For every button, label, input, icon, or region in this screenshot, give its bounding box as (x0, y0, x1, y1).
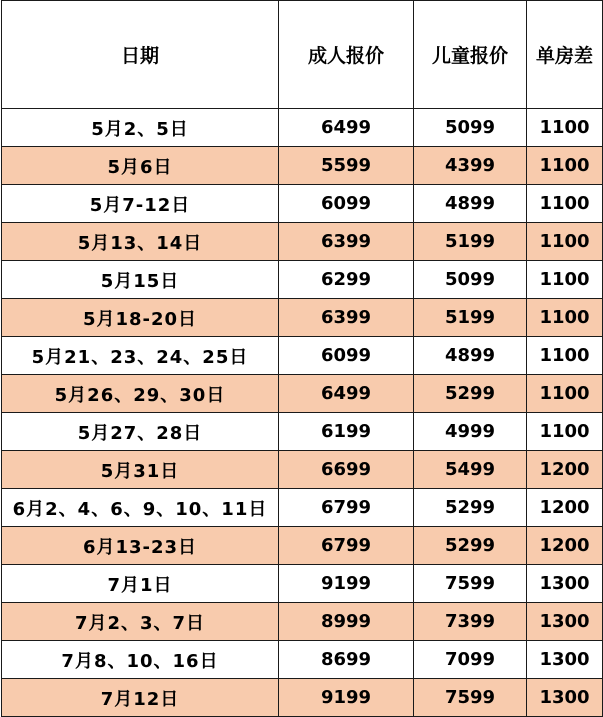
header-child-price: 儿童报价 (414, 1, 527, 109)
cell-child-price: 5299 (414, 489, 527, 527)
cell-adult-price: 6799 (279, 489, 414, 527)
header-single-supplement: 单房差 (527, 1, 603, 109)
cell-adult-price: 6099 (279, 185, 414, 223)
cell-child-price: 5199 (414, 299, 527, 337)
cell-adult-price: 6399 (279, 223, 414, 261)
table-row (2, 413, 603, 451)
cell-child-price: 7099 (414, 641, 527, 679)
table-row (2, 261, 603, 299)
cell-date: 7月2、3、7日 (2, 603, 279, 641)
cell-child-price: 5299 (414, 527, 527, 565)
cell-date: 7月12日 (2, 679, 279, 717)
cell-adult-price: 6699 (279, 451, 414, 489)
cell-date: 6月2、4、6、9、10、11日 (2, 489, 279, 527)
cell-single-supplement: 1300 (527, 603, 603, 641)
cell-child-price: 7599 (414, 565, 527, 603)
cell-date: 5月13、14日 (2, 223, 279, 261)
cell-child-price: 5099 (414, 109, 527, 147)
cell-date: 5月27、28日 (2, 413, 279, 451)
cell-child-price: 7399 (414, 603, 527, 641)
table-header (2, 1, 603, 109)
table-row (2, 375, 603, 413)
table-row (2, 603, 603, 641)
cell-adult-price: 5599 (279, 147, 414, 185)
cell-adult-price: 6299 (279, 261, 414, 299)
cell-adult-price: 6099 (279, 337, 414, 375)
table-row (2, 185, 603, 223)
table-row (2, 109, 603, 147)
cell-single-supplement: 1100 (527, 375, 603, 413)
table-row (2, 451, 603, 489)
header-date: 日期 (2, 1, 279, 109)
cell-date: 5月15日 (2, 261, 279, 299)
cell-date: 5月2、5日 (2, 109, 279, 147)
cell-date: 7月8、10、16日 (2, 641, 279, 679)
cell-adult-price: 8999 (279, 603, 414, 641)
cell-date: 5月21、23、24、25日 (2, 337, 279, 375)
cell-adult-price: 9199 (279, 565, 414, 603)
cell-adult-price: 9199 (279, 679, 414, 717)
cell-single-supplement: 1100 (527, 299, 603, 337)
table-row (2, 679, 603, 717)
table-row (2, 527, 603, 565)
header-adult-price: 成人报价 (279, 1, 414, 109)
cell-date: 5月18-20日 (2, 299, 279, 337)
cell-child-price: 4899 (414, 337, 527, 375)
cell-date: 5月6日 (2, 147, 279, 185)
cell-child-price: 7599 (414, 679, 527, 717)
cell-date: 5月31日 (2, 451, 279, 489)
table-row (2, 147, 603, 185)
cell-single-supplement: 1100 (527, 413, 603, 451)
table-row (2, 299, 603, 337)
header-row (2, 1, 603, 109)
price-table (1, 0, 603, 717)
cell-adult-price: 6399 (279, 299, 414, 337)
cell-date: 5月26、29、30日 (2, 375, 279, 413)
cell-child-price: 5199 (414, 223, 527, 261)
cell-adult-price: 6499 (279, 109, 414, 147)
table-row (2, 489, 603, 527)
table-body (2, 109, 603, 717)
cell-child-price: 5499 (414, 451, 527, 489)
cell-single-supplement: 1300 (527, 641, 603, 679)
cell-single-supplement: 1200 (527, 527, 603, 565)
cell-adult-price: 6199 (279, 413, 414, 451)
cell-date: 7月1日 (2, 565, 279, 603)
cell-single-supplement: 1100 (527, 261, 603, 299)
table-row (2, 641, 603, 679)
cell-adult-price: 6499 (279, 375, 414, 413)
table-row (2, 223, 603, 261)
cell-date: 5月7-12日 (2, 185, 279, 223)
cell-single-supplement: 1100 (527, 185, 603, 223)
cell-adult-price: 6799 (279, 527, 414, 565)
cell-child-price: 4399 (414, 147, 527, 185)
cell-single-supplement: 1100 (527, 223, 603, 261)
cell-child-price: 5299 (414, 375, 527, 413)
cell-child-price: 4999 (414, 413, 527, 451)
table-row (2, 337, 603, 375)
cell-single-supplement: 1200 (527, 451, 603, 489)
cell-single-supplement: 1100 (527, 337, 603, 375)
table-row (2, 565, 603, 603)
cell-adult-price: 8699 (279, 641, 414, 679)
cell-single-supplement: 1100 (527, 109, 603, 147)
cell-single-supplement: 1100 (527, 147, 603, 185)
cell-child-price: 4899 (414, 185, 527, 223)
cell-child-price: 5099 (414, 261, 527, 299)
cell-single-supplement: 1300 (527, 679, 603, 717)
cell-single-supplement: 1300 (527, 565, 603, 603)
cell-date: 6月13-23日 (2, 527, 279, 565)
cell-single-supplement: 1200 (527, 489, 603, 527)
